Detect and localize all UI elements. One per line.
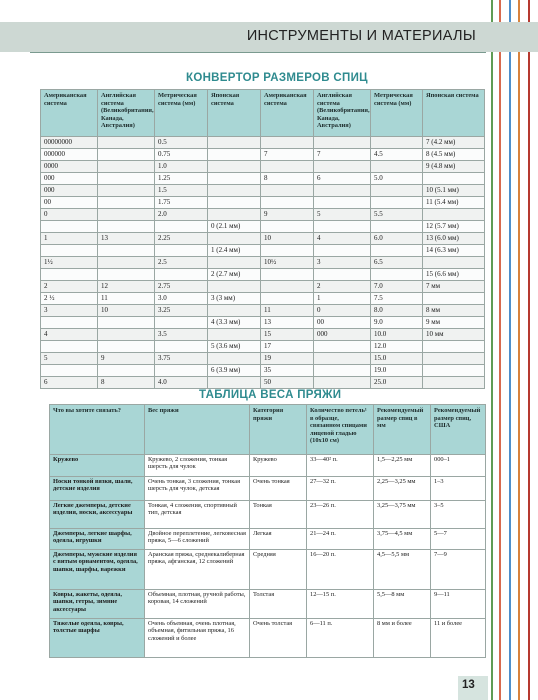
column-header: Японская система [208,90,261,137]
table-cell [208,137,261,149]
table-cell [261,269,314,281]
project-type-cell: Кружево [50,455,145,477]
table-cell: 6 (3.9 мм) [208,365,261,377]
table-cell [155,317,208,329]
table-cell: 4.5 [371,149,423,161]
table-cell: 8 мм [423,305,485,317]
table-cell [208,305,261,317]
column-header: Японская система [423,90,485,137]
table-cell: 4.0 [155,377,208,389]
yarn-weight-title: ТАБЛИЦА ВЕСА ПРЯЖИ [199,389,342,401]
table-cell: 2.75 [155,281,208,293]
table-cell: 33—40² п. [307,455,374,477]
table-cell: 9 (4.8 мм) [423,161,485,173]
table-cell: 15.0 [371,353,423,365]
table-cell [98,365,155,377]
table-row [41,317,485,329]
table-cell: 7 [261,149,314,161]
table-cell: 10 [261,233,314,245]
table-cell: 0000 [41,161,98,173]
table-cell [155,341,208,353]
table-cell: 27—32 п. [307,477,374,501]
table-cell [98,317,155,329]
column-header: Вес пряжи [145,405,250,455]
chapter-title: ИНСТРУМЕНТЫ И МАТЕРИАЛЫ [246,28,476,44]
table-row [41,245,485,257]
table-row [41,341,485,353]
table-cell [314,341,371,353]
column-header: Американская система [41,90,98,137]
table-row [50,619,486,658]
table-row [41,209,485,221]
table-cell [41,341,98,353]
table-cell [98,197,155,209]
project-type-cell: Носки тонкой вязки, шали, детские изделия [50,477,145,501]
table-row [41,353,485,365]
table-cell [314,221,371,233]
table-cell [208,329,261,341]
table-cell: 2 [314,281,371,293]
table-cell: Очень толстая [250,619,307,658]
table-cell: 14 (6.3 мм) [423,245,485,257]
table-cell [423,365,485,377]
table-cell: 1 (2.4 мм) [208,245,261,257]
table-row [41,281,485,293]
table-cell [314,161,371,173]
table-row [41,221,485,233]
table-cell [314,245,371,257]
table-cell [208,281,261,293]
table-cell: 3.5 [155,329,208,341]
table-cell [371,221,423,233]
table-cell: Тонкая [250,501,307,529]
table-cell: 8 мм и более [374,619,431,658]
table-cell: 8 [98,377,155,389]
table-cell [98,269,155,281]
table-row [50,501,486,529]
table-cell: 2.0 [155,209,208,221]
table-cell: 0 [314,305,371,317]
table-cell: 5 (3.6 мм) [208,341,261,353]
table-cell [371,245,423,257]
table-cell: Средняя [250,550,307,590]
table-cell [208,173,261,185]
table-cell: 8 (4.5 мм) [423,149,485,161]
table-cell [423,173,485,185]
table-cell [261,245,314,257]
table-cell [155,245,208,257]
table-cell [98,245,155,257]
table-cell [208,353,261,365]
table-cell [314,137,371,149]
table-cell [98,329,155,341]
table-cell: 12.0 [371,341,423,353]
table-cell: 3–5 [431,501,486,529]
table-cell: 35 [261,365,314,377]
table-cell [98,209,155,221]
table-cell: 19.0 [371,365,423,377]
table-cell: 1.75 [155,197,208,209]
table-cell [371,137,423,149]
table-cell: 12 [98,281,155,293]
table-row [41,305,485,317]
table-cell [314,353,371,365]
page-number: 13 [462,679,475,691]
column-header: Категория пряжи [250,405,307,455]
table-cell: 13 [98,233,155,245]
table-cell [314,185,371,197]
table-row [41,161,485,173]
table-row [41,149,485,161]
table-cell: 17 [261,341,314,353]
table-cell [423,293,485,305]
table-cell [98,185,155,197]
table-cell: 4 [314,233,371,245]
table-cell [261,137,314,149]
table-cell: 6—11 п. [307,619,374,658]
table-cell [261,293,314,305]
needle-size-table [40,89,485,389]
table-cell: 13 [261,317,314,329]
table-cell: 1½ [41,257,98,269]
table-cell: Очень тонкая [250,477,307,501]
table-cell: 00 [314,317,371,329]
column-header: Рекомендуемый размер спиц в мм [374,405,431,455]
table-cell: 3,25—3,75 мм [374,501,431,529]
table-cell: 12—15 п. [307,590,374,619]
table-cell [208,257,261,269]
table-cell: Двойное переплетение, легковесная пряжа, 5—6 сложений [145,529,250,550]
table-cell [314,197,371,209]
table-cell: 9 мм [423,317,485,329]
table-cell [41,317,98,329]
table-row [41,137,485,149]
table-cell: 3 [314,257,371,269]
table-cell: 2 (2.7 мм) [208,269,261,281]
table-row [50,477,486,501]
table-cell: 9—11 [431,590,486,619]
table-cell: 50 [261,377,314,389]
table-cell: 8.0 [371,305,423,317]
table-cell: Толстая [250,590,307,619]
table-cell: Очень объемная, очень плотная, объемная, фитильная пряжа, 16 сложений и более [145,619,250,658]
table-cell: 5—7 [431,529,486,550]
table-row [41,173,485,185]
table-cell: 3 [41,305,98,317]
table-cell [98,161,155,173]
table-cell: 7 (4.2 мм) [423,137,485,149]
table-cell [208,209,261,221]
table-cell [41,245,98,257]
table-cell [371,161,423,173]
column-header: Что вы хотите связать? [50,405,145,455]
yarn-table-header-row [50,405,486,455]
table-cell: 11 [261,305,314,317]
table-cell: 1.25 [155,173,208,185]
table-cell [208,185,261,197]
table-cell [41,269,98,281]
table-cell [155,221,208,233]
table-cell: 23—26 п. [307,501,374,529]
orange-yarn-strand-decoration [518,0,520,700]
table-cell: 9 [261,209,314,221]
table-cell [261,221,314,233]
table-cell: 000 [41,173,98,185]
table-cell: 11 [98,293,155,305]
table-cell: 1,5—2,25 мм [374,455,431,477]
column-header: Английская система (Великобритания, Канада, Австралия) [314,90,371,137]
table-row [50,529,486,550]
needle-converter-title: КОНВЕРТОР РАЗМЕРОВ СПИЦ [186,72,368,84]
table-cell: 6 [41,377,98,389]
table-cell [261,161,314,173]
table-cell: 5.0 [371,173,423,185]
header-divider [30,52,486,53]
table-cell: 5 [314,209,371,221]
table-row [41,377,485,389]
project-type-cell: Легкие джемперы, детские изделия, носки, аксессуары [50,501,145,529]
table-cell: 3 (3 мм) [208,293,261,305]
table-cell [261,197,314,209]
table-cell: 10 мм [423,329,485,341]
table-cell: Аранская пряжа, среднекалиберная пряжа, афганская, 12 сложений [145,550,250,590]
table-cell: 1–3 [431,477,486,501]
table-cell: 1 [314,293,371,305]
column-header: Количество петель¹ в образце, связанном спицами лицевой гладью (10х10 см) [307,405,374,455]
table-cell: 1 [41,233,98,245]
table-cell [155,365,208,377]
column-header: Американская система [261,90,314,137]
red-yarn-strand-decoration [528,0,530,700]
table-cell: 4 (3.3 мм) [208,317,261,329]
table-cell: 7.0 [371,281,423,293]
table-row [41,269,485,281]
table-cell [314,365,371,377]
table-cell [208,161,261,173]
table-cell [208,197,261,209]
table-cell: 10 (5.1 мм) [423,185,485,197]
yarn-weight-table [49,404,486,658]
table-cell [314,269,371,281]
table-cell: 13 (6.0 мм) [423,233,485,245]
table-cell: 000 [41,185,98,197]
table-cell: Кружево [250,455,307,477]
table-cell: 10.0 [371,329,423,341]
table-cell: 4,5—5,5 мм [374,550,431,590]
table-cell: 000 [314,329,371,341]
table-cell: 19 [261,353,314,365]
table-row [50,590,486,619]
table-cell [98,149,155,161]
table-cell: 0.5 [155,137,208,149]
table-cell [371,269,423,281]
table-cell: 0 (2.1 мм) [208,221,261,233]
table-cell [314,377,371,389]
table-cell: 10 [98,305,155,317]
table-cell [41,221,98,233]
table-cell: 25.0 [371,377,423,389]
table-cell [423,377,485,389]
table-cell [98,173,155,185]
table-cell: 000–1 [431,455,486,477]
table-cell: 5 [41,353,98,365]
table-cell: 7—9 [431,550,486,590]
table-cell: 7.5 [371,293,423,305]
table-cell [98,221,155,233]
table-cell: 000000 [41,149,98,161]
table-cell: 12 (5.7 мм) [423,221,485,233]
table-cell [98,341,155,353]
column-header: Рекомендуемый размер спиц, США [431,405,486,455]
needle-table-header-row [41,90,485,137]
table-cell: 16—20 п. [307,550,374,590]
table-cell: 5.5 [371,209,423,221]
table-cell: 6.0 [371,233,423,245]
table-cell [423,257,485,269]
table-cell [423,353,485,365]
table-cell: 2.25 [155,233,208,245]
blue-yarn-strand-decoration [509,0,511,700]
table-cell [371,197,423,209]
table-cell: 2.5 [155,257,208,269]
project-type-cell: Джемперы, легкие шарфы, одеяла, игрушки [50,529,145,550]
table-cell: 7 мм [423,281,485,293]
table-cell [423,209,485,221]
table-row [41,329,485,341]
table-cell: 1.5 [155,185,208,197]
table-cell: 15 [261,329,314,341]
table-row [41,197,485,209]
table-row [41,185,485,197]
table-cell: 21—24 п. [307,529,374,550]
project-type-cell: Ковры, жакеты, одеяла, шапки, гетры, зимние аксессуары [50,590,145,619]
table-cell: 0 [41,209,98,221]
table-cell: 2 ½ [41,293,98,305]
table-cell: 6 [314,173,371,185]
table-cell: 4 [41,329,98,341]
column-header: Метрическая система (мм) [155,90,208,137]
table-cell: 3.0 [155,293,208,305]
table-row [41,257,485,269]
table-cell: 10½ [261,257,314,269]
table-cell [155,269,208,281]
table-cell: 9.0 [371,317,423,329]
column-header: Метрическая система (мм) [371,90,423,137]
table-cell: 0.75 [155,149,208,161]
project-type-cell: Джемперы, мужские изделия с витым орнаментом, одеяла, шапки, шарфы, варежки [50,550,145,590]
table-cell: 1.0 [155,161,208,173]
table-cell: 2 [41,281,98,293]
table-cell [261,281,314,293]
table-cell: 2,25—3,25 мм [374,477,431,501]
table-cell: Тонкая, 4 сложения, спортивный тип, детская [145,501,250,529]
green-yarn-strand-decoration [491,0,493,700]
table-cell: 7 [314,149,371,161]
table-cell: 6.5 [371,257,423,269]
table-cell: 15 (6.6 мм) [423,269,485,281]
column-header: Английская система (Великобритания, Канада, Австралия) [98,90,155,137]
table-cell: Кружево, 2 сложения, тонкая шерсть для чулок [145,455,250,477]
table-cell [98,257,155,269]
table-cell: 11 (5.4 мм) [423,197,485,209]
table-cell: 5,5—8 мм [374,590,431,619]
table-cell: 00000000 [41,137,98,149]
table-cell: 00 [41,197,98,209]
table-cell [423,341,485,353]
table-cell: 3.25 [155,305,208,317]
table-row [50,455,486,477]
table-cell [371,185,423,197]
table-cell [208,149,261,161]
table-cell: 3.75 [155,353,208,365]
table-cell [208,377,261,389]
project-type-cell: Тяжелые одеяла, ковры, толстые шарфы [50,619,145,658]
table-cell [98,137,155,149]
table-row [41,293,485,305]
table-cell: Очень тонкая, 3 сложения, тонкая шерсть для чулок, детская [145,477,250,501]
table-cell: Объемная, плотная, ручной работы, коровая, 14 сложений [145,590,250,619]
table-cell [41,365,98,377]
table-cell [208,233,261,245]
table-cell [261,185,314,197]
table-cell: 9 [98,353,155,365]
table-row [41,233,485,245]
table-cell: 3,75—4,5 мм [374,529,431,550]
table-row [50,550,486,590]
table-cell: 11 и более [431,619,486,658]
coral-yarn-strand-decoration [499,0,501,700]
table-cell: Легкая [250,529,307,550]
table-row [41,365,485,377]
table-cell: 8 [261,173,314,185]
